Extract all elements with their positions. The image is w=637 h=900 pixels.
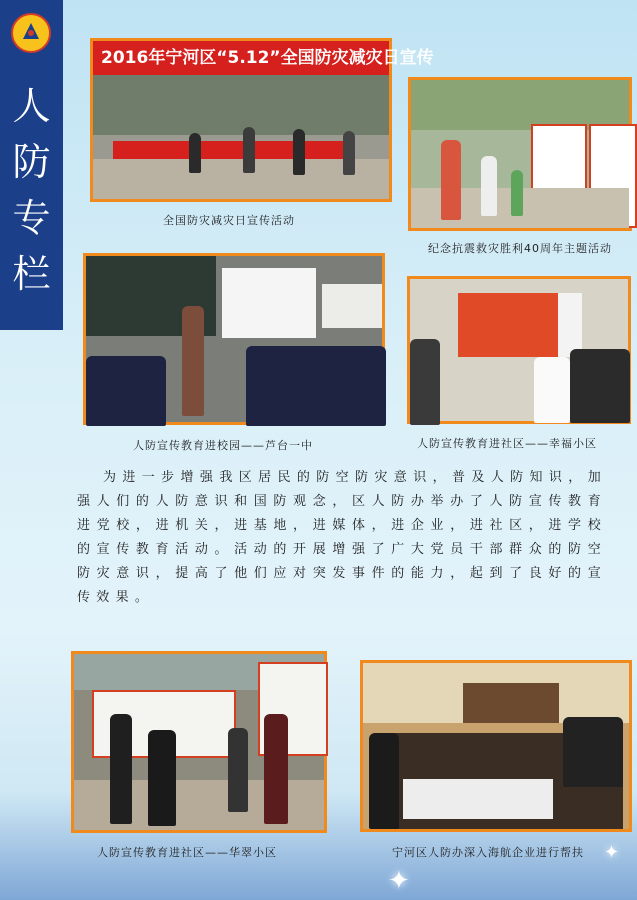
photo-community-xingfu [407,276,631,424]
photo-community-huacui [71,651,327,833]
sparkle-icon: ✦ [604,842,620,863]
photo-caption: 全国防灾减灾日宣传活动 [163,214,295,227]
sparkle-icon: ✦ [388,866,410,896]
photo-caption: 人防宣传教育进社区——幸福小区 [417,437,597,450]
photo-hna-enterprise [360,660,632,832]
photo-banner-text: 2016年宁河区“5.12”全国防灾减灾日宣传 [93,41,389,75]
photo-disaster-day [90,38,434,202]
photo-caption: 纪念抗震救灾胜利40周年主题活动 [428,242,612,255]
sidebar [0,0,63,330]
photo-caption: 人防宣传教育进社区——华翠小区 [97,846,277,859]
photo-caption: 宁河区人防办深入海航企业进行帮扶 [392,846,584,859]
civil-defense-emblem-icon [11,13,51,53]
article-body: 为进一步增强我区居民的防空防灾意识，普及人防知识，加强人们的人防意识和国防观念，区人防办举办了人防宣传教育进党校，进机关，进基地，进媒体，进企业，进社区，进学校的宣传教育活动。活动的开展增强了广大党员干部群众的防空防灾意识，提高了他们应对突发事件的能力，起到了良好的宣传效果。 [77,470,607,605]
photo-earthquake-anniversary [408,77,632,231]
column-title: 人 防 专 栏 [12,84,51,296]
photo-caption: 人防宣传教育进校园——芦台一中 [133,439,313,452]
photo-school-education [83,253,385,425]
